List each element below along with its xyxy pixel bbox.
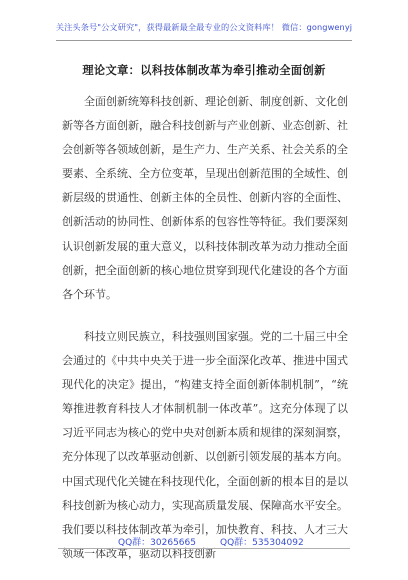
body-paragraph-2: 科技立则民族立，科技强则国家强。党的二十届三中全会通过的《中共中央关于进一步全面深化改革、推进中国式现代化的决定》提出，“构建支持全面创新体制机制”，“统筹推进教育科技人才体制机制一体改革”。这充分体现了以习近平同志为核心的党中央对创新本质和规律的深刻洞察，充分体现了以改革驱动创新、以创新引领发展的基本方向。中国式现代化关键在科技现代化，全面创新的根本目的是以科技创新为核心动力，实现高质量发展、保障高水平安全。我们要以科技体制改革为牵引，加快教育、科技、人才三大领域一体改革，驱动以科技创新 [62, 330, 348, 560]
body-paragraph-1: 全面创新统筹科技创新、理论创新、制度创新、文化创新等各方面创新，融合科技创新与产业创新、业态创新、社会创新等各领域创新，是生产力、生产关系、社会关系的全要素、全系统、全方位变革，呈现出创新范围的全域性、创新层级的贯通性、创新主体的全员性、创新内容的全面性、创新活动的协同性、创新体系的包容性等特征。我们要深刻认识创新发展的重大意义，以科技体制改革为动力推动全面创新，把全面创新的核心地位贯穿到现代化建设的各个方面各个环节。 [62, 95, 348, 301]
header-divider [56, 40, 352, 41]
footer-divider [58, 548, 350, 549]
footer-qq-group-2[interactable]: QQ群：535304092 [220, 538, 304, 548]
footer-qq-group-1[interactable]: QQ群：30265665 [118, 538, 196, 548]
document-title: 理论文章：以科技体制改革为牵引推动全面创新 [82, 64, 326, 77]
header-promo-banner[interactable]: 关注头条号"公文研究"，获得最新最全最专业的公文资料库！ 微信：gongwenyj [55, 22, 353, 32]
